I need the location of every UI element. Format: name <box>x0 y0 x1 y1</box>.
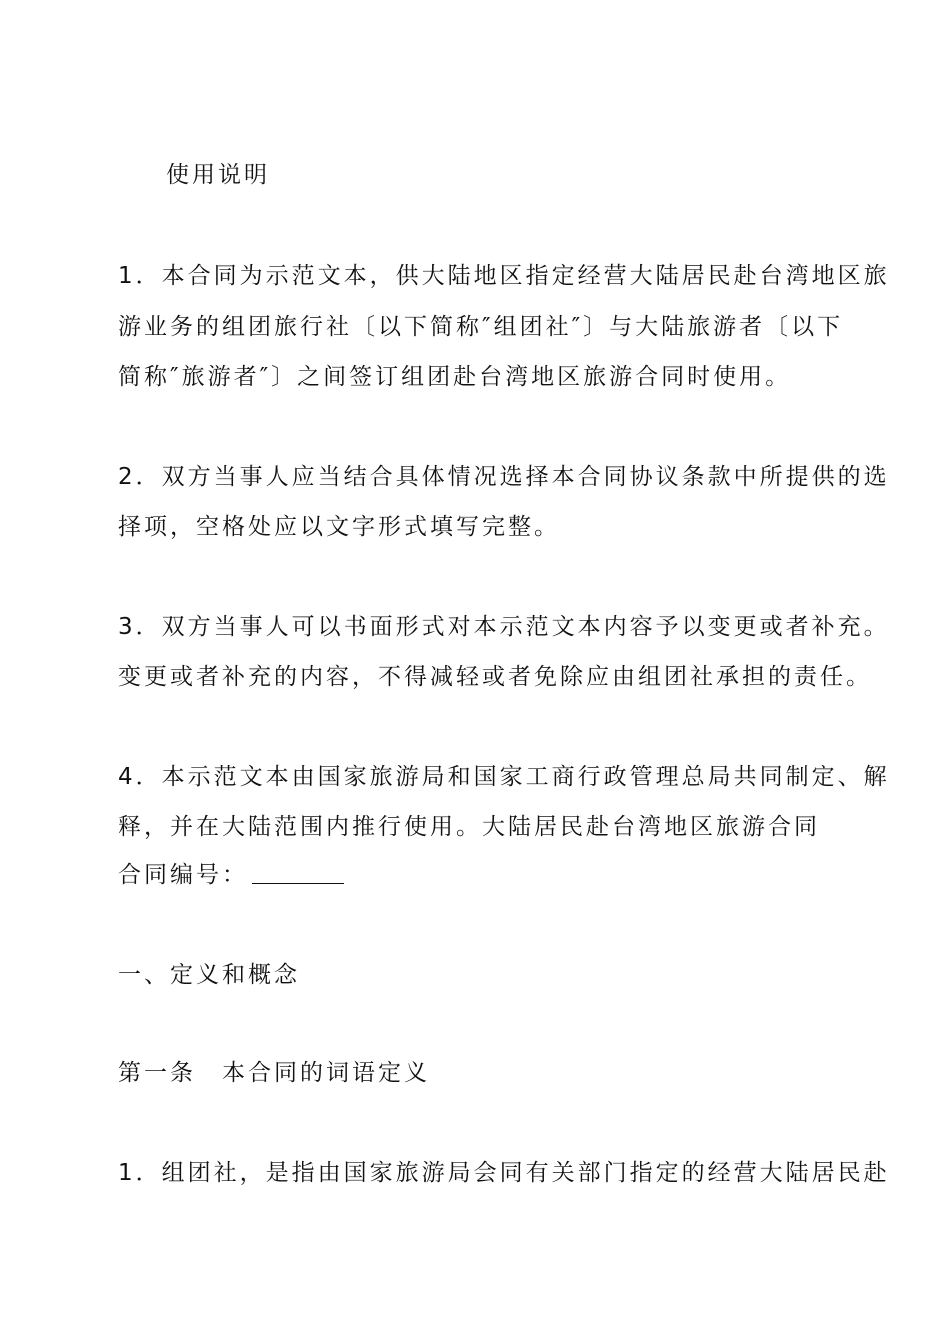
definition1-line1: 1．组团社，是指由国家旅游局会同有关部门指定的经营大陆居民赴 <box>118 1160 890 1186</box>
item2-line1: 2．双方当事人应当结合具体情况选择本合同协议条款中所提供的选 <box>118 464 890 490</box>
contract-number-line <box>118 860 344 890</box>
item4-line2: 释，并在大陆范围内推行使用。大陆居民赴台湾地区旅游合同 <box>118 814 820 840</box>
contract-number-blank <box>252 861 344 884</box>
contract-number-label: 合同编号： <box>118 862 248 888</box>
item1-line2: 游业务的组团旅行社〔以下简称″组团社″〕与大陆旅游者〔以下 <box>118 314 844 340</box>
item1-line1: 1．本合同为示范文本，供大陆地区指定经营大陆居民赴台湾地区旅 <box>118 263 890 289</box>
item2-line2: 择项，空格处应以文字形式填写完整。 <box>118 514 560 540</box>
usage-title: 使用说明 <box>166 162 270 188</box>
item4-line1: 4．本示范文本由国家旅游局和国家工商行政管理总局共同制定、解 <box>118 764 890 790</box>
item3-line2: 变更或者补充的内容，不得减轻或者免除应由组团社承担的责任。 <box>118 664 872 690</box>
section1-title: 一、定义和概念 <box>118 962 300 988</box>
item3-line1: 3．双方当事人可以书面形式对本示范文本内容予以变更或者补充。 <box>118 614 890 640</box>
item1-line3: 简称″旅游者″〕之间签订组团赴台湾地区旅游合同时使用。 <box>118 364 792 390</box>
article1-title: 第一条 本合同的词语定义 <box>118 1060 430 1086</box>
